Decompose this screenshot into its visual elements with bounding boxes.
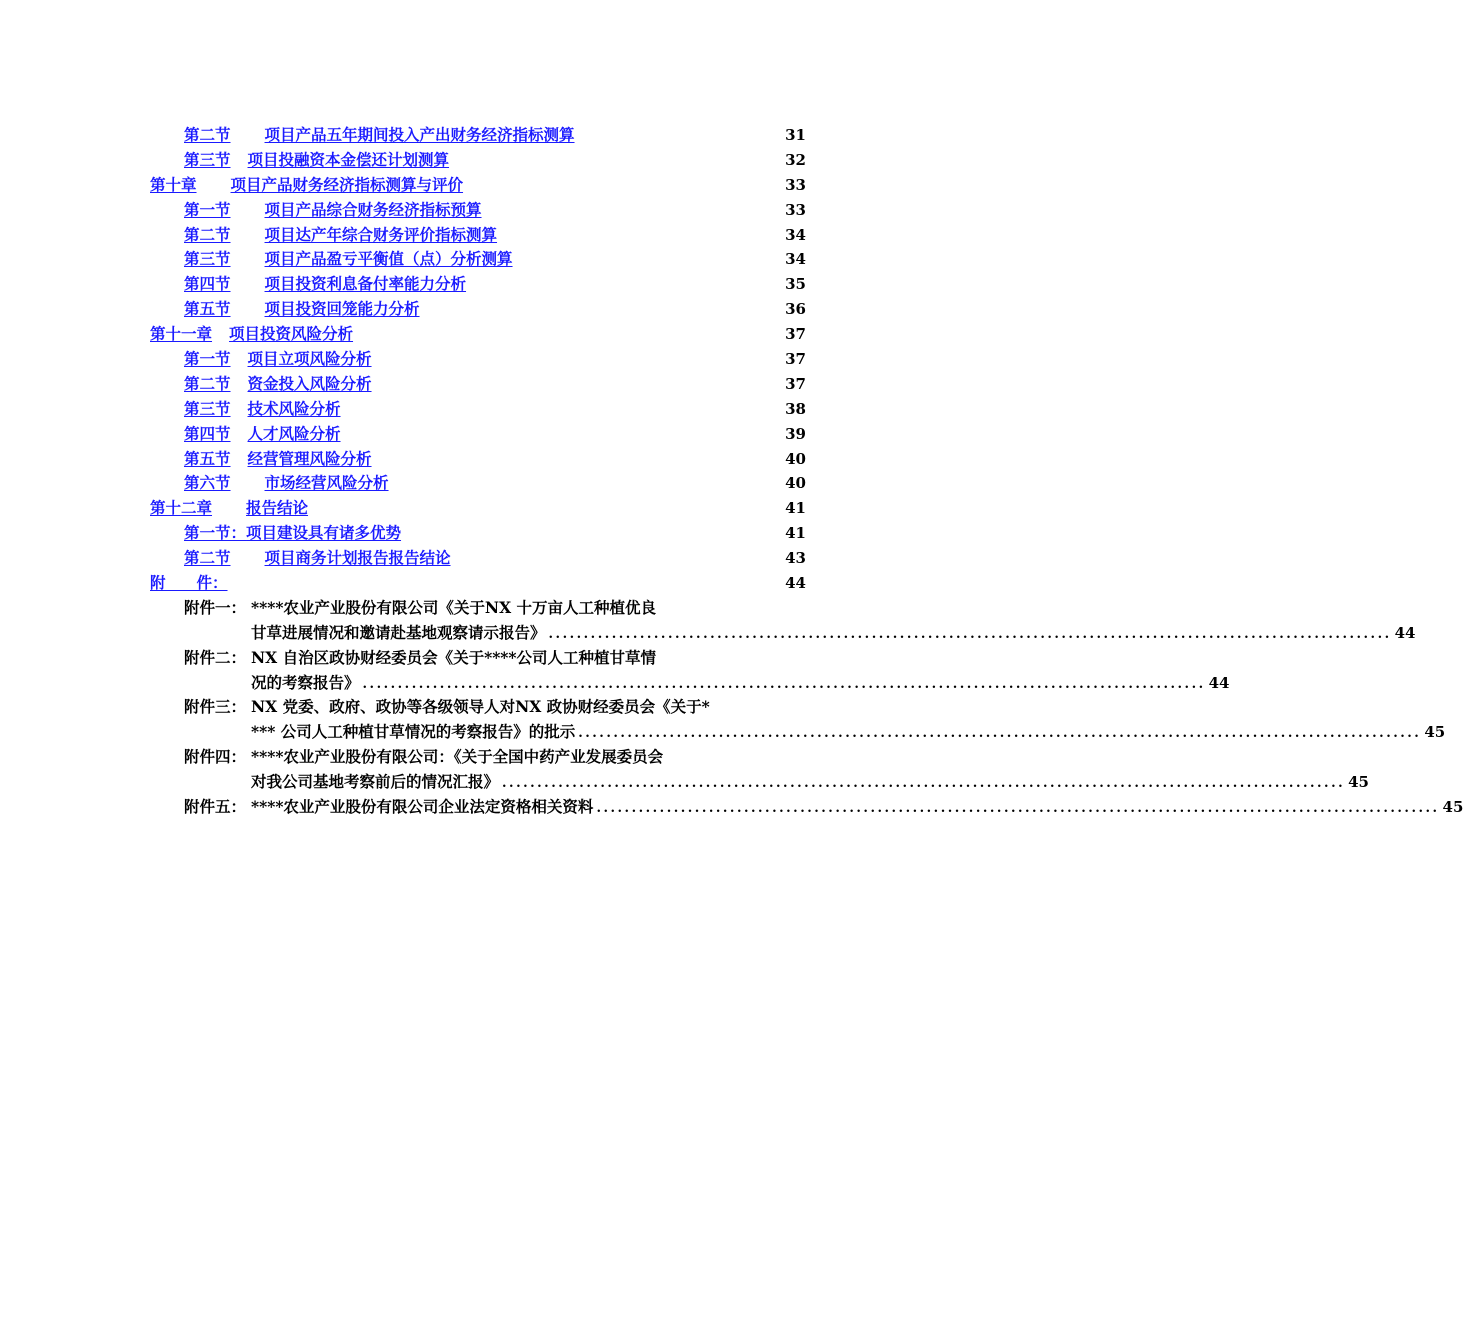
attachment-label: 附件一： [184,597,247,617]
toc-section-row [0,397,950,422]
toc-entry-label: 第十二章 [150,498,213,518]
toc-entry-label: 第二节 [184,125,231,144]
toc-entry-link[interactable] [184,198,482,223]
dot-leader: ........................................................................................................................ [578,726,1422,742]
attachment-row [0,621,1416,646]
toc-entry-title: 项目建设具有诸多优势 [246,523,402,543]
toc-entry-title: 项目产品五年期间投入产出财务经济指标测算 [264,125,575,144]
toc-entry-page: 35 [785,275,806,294]
toc-entry-page: 40 [785,474,806,493]
toc-entry-title: 项目达产年综合财务评价指标测算 [264,224,498,244]
toc-entry-page: 40 [785,449,806,468]
attachment-leader-line [251,795,1463,822]
attachment-page: 44 [1208,673,1230,692]
toc-entry-page: 44 [785,574,806,593]
toc-entry-link[interactable] [150,496,308,521]
toc-entry-title: 项目投资回笼能力分析 [264,299,420,319]
attachment-label: 附件二： [184,647,247,667]
attachment-row [0,795,1463,820]
attachment-row [0,695,950,720]
toc-entry-label: 第十章 [150,174,197,194]
attachment-row [0,720,1446,745]
toc-entry-link[interactable] [184,247,513,272]
toc-entry-label: 第二节 [184,373,231,393]
toc-entry-label: 第五节 [184,448,231,468]
toc-entry-title: 项目商务计划报告报告结论 [264,548,451,568]
toc-entry-title: 技术风险分析 [247,398,341,418]
toc-entry-label: 第一节： [184,523,247,543]
toc-section-row [0,123,950,148]
attachment-row [0,596,950,621]
toc-entry-link[interactable] [184,422,341,447]
toc-entry-page: 37 [785,325,806,344]
toc-entry-page: 41 [785,524,806,543]
attachment-leader-line [251,770,1369,797]
toc-entry-label: 第四节 [184,423,231,443]
toc-entry-link[interactable] [184,148,449,173]
toc-entry-page: 31 [785,126,806,144]
toc-entry-title: 项目产品财务经济指标测算与评价 [230,174,464,194]
toc-entry-label: 第三节 [184,249,231,269]
toc-entry-link[interactable] [184,123,575,148]
toc-entry-title: 人才风险分析 [247,423,341,443]
toc-section-row [0,471,950,496]
attachment-title-line1: ****农业产业股份有限公司：《关于全国中药产业发展委员会 [251,747,664,767]
attachment-page: 45 [1442,798,1463,817]
toc-entry-link[interactable] [184,272,466,297]
toc-entry-label: 第一节 [184,349,231,369]
attachment-title-line2: 甘草进展情况和邀请赴基地观察请示报告》 [251,622,546,642]
toc-entry-page: 43 [785,549,806,568]
toc-entry-link[interactable] [184,372,372,397]
toc-entry-title: 经营管理风险分析 [247,448,372,468]
dot-leader: ........................................................................................................................ [502,776,1346,792]
toc-entry-title: 资金投入风险分析 [247,373,372,393]
toc-entry-label: 第三节 [184,149,231,169]
toc-entry-title: 项目产品盈亏平衡值（点）分析测算 [264,249,513,269]
toc-entry-link[interactable] [184,471,389,496]
toc-chapter-row [0,173,950,198]
toc-entry-label: 第二节 [184,548,231,568]
attachment-label: 附件五： [184,797,247,817]
toc-entry-link[interactable] [184,521,401,546]
toc-chapter-row [0,496,950,521]
toc-entry-title: 项目投融资本金偿还计划测算 [247,149,450,169]
toc-entry-label: 第十一章 [150,324,213,344]
toc-section-row [0,347,950,372]
toc-entry-title: 项目投资风险分析 [229,324,354,344]
toc-entry-link[interactable] [150,173,463,198]
toc-entry-page: 36 [785,300,806,319]
dot-leader: ........................................................................................................................ [596,801,1440,817]
toc-entry-label: 第四节 [184,274,231,294]
attachment-title-line2: 对我公司基地考察前后的情况汇报》 [251,772,500,792]
attachment-page: 44 [1394,623,1416,642]
attachment-title-line2: *** 公司人工种植甘草情况的考察报告》的批示 [251,722,576,742]
toc-section-row [0,297,950,322]
attachment-title-line1: NX 自治区政协财经委员会《关于****公司人工种植甘草情 [251,647,657,667]
toc-entry-link[interactable] [150,571,228,596]
toc-entry-page: 38 [785,399,806,418]
attachment-title-line1: NX 党委、政府、政协等各级领导人对NX 政协财经委员会《关于* [251,697,710,717]
toc-entry-page: 37 [785,374,806,393]
attachment-title-line2: 况的考察报告》 [251,672,360,692]
toc-entry-link[interactable] [150,322,353,347]
dot-leader: ........................................................................................................................ [548,626,1392,642]
toc-section-row [0,521,950,546]
toc-entry-page: 34 [785,250,806,269]
toc-entry-title: 项目产品综合财务经济指标预算 [264,199,482,219]
toc-section-row [0,546,950,571]
toc-entry-label: 第六节 [184,473,231,493]
toc-entry-page: 37 [785,350,806,369]
toc-entry-link[interactable] [184,347,372,372]
attachment-leader-line [251,621,1416,648]
toc-entry-title: 报告结论 [246,498,309,518]
toc-section-row [0,272,950,297]
toc-entry-title: 项目投资利息备付率能力分析 [264,274,467,294]
attachment-title-line1: ****农业产业股份有限公司《关于NX 十万亩人工种植优良 [251,597,657,617]
toc-section-row [0,422,950,447]
toc-entry-page: 32 [785,150,806,169]
toc-entry-page: 41 [785,499,806,518]
toc-entry-link[interactable] [184,397,341,422]
toc-entry-page: 39 [785,424,806,443]
toc-entry-title: 项目立项风险分析 [247,349,372,369]
toc-chapter-row [0,571,950,596]
toc-section-row [0,148,950,173]
attachment-leader-line [251,671,1230,698]
attachment-row [0,770,1369,795]
toc-entry-link[interactable] [184,546,451,571]
attachment-page: 45 [1424,723,1446,742]
toc-chapter-row [0,322,950,347]
toc-entry-link[interactable] [184,297,420,322]
attachment-row [0,646,950,671]
toc-entry-label: 第五节 [184,299,231,319]
toc-entry-label: 第一节 [184,199,231,219]
toc-entry-link[interactable] [184,223,497,248]
attachment-label: 附件三： [184,697,247,717]
toc-entry-label: 附 件： [150,573,228,593]
attachment-leader-line [251,720,1446,747]
toc-section-row [0,223,950,248]
toc-entry-label: 第二节 [184,224,231,244]
toc-entry-link[interactable] [184,447,372,472]
toc-section-row [0,198,950,223]
attachment-title-line2: ****农业产业股份有限公司企业法定资格相关资料 [251,797,594,817]
attachment-page: 45 [1348,773,1369,792]
toc-entry-page: 33 [785,175,806,194]
toc-entry-page: 33 [785,200,806,219]
attachment-label: 附件四： [184,747,247,767]
toc-section-row [0,247,950,272]
table-of-contents [0,123,1463,820]
attachment-row [0,745,950,770]
toc-entry-page: 34 [785,225,806,244]
toc-section-row [0,372,950,397]
toc-entry-title: 市场经营风险分析 [264,473,389,493]
toc-section-row [0,447,950,472]
dot-leader: ........................................................................................................................ [362,676,1206,692]
attachment-row [0,671,1230,696]
toc-entry-label: 第三节 [184,398,231,418]
